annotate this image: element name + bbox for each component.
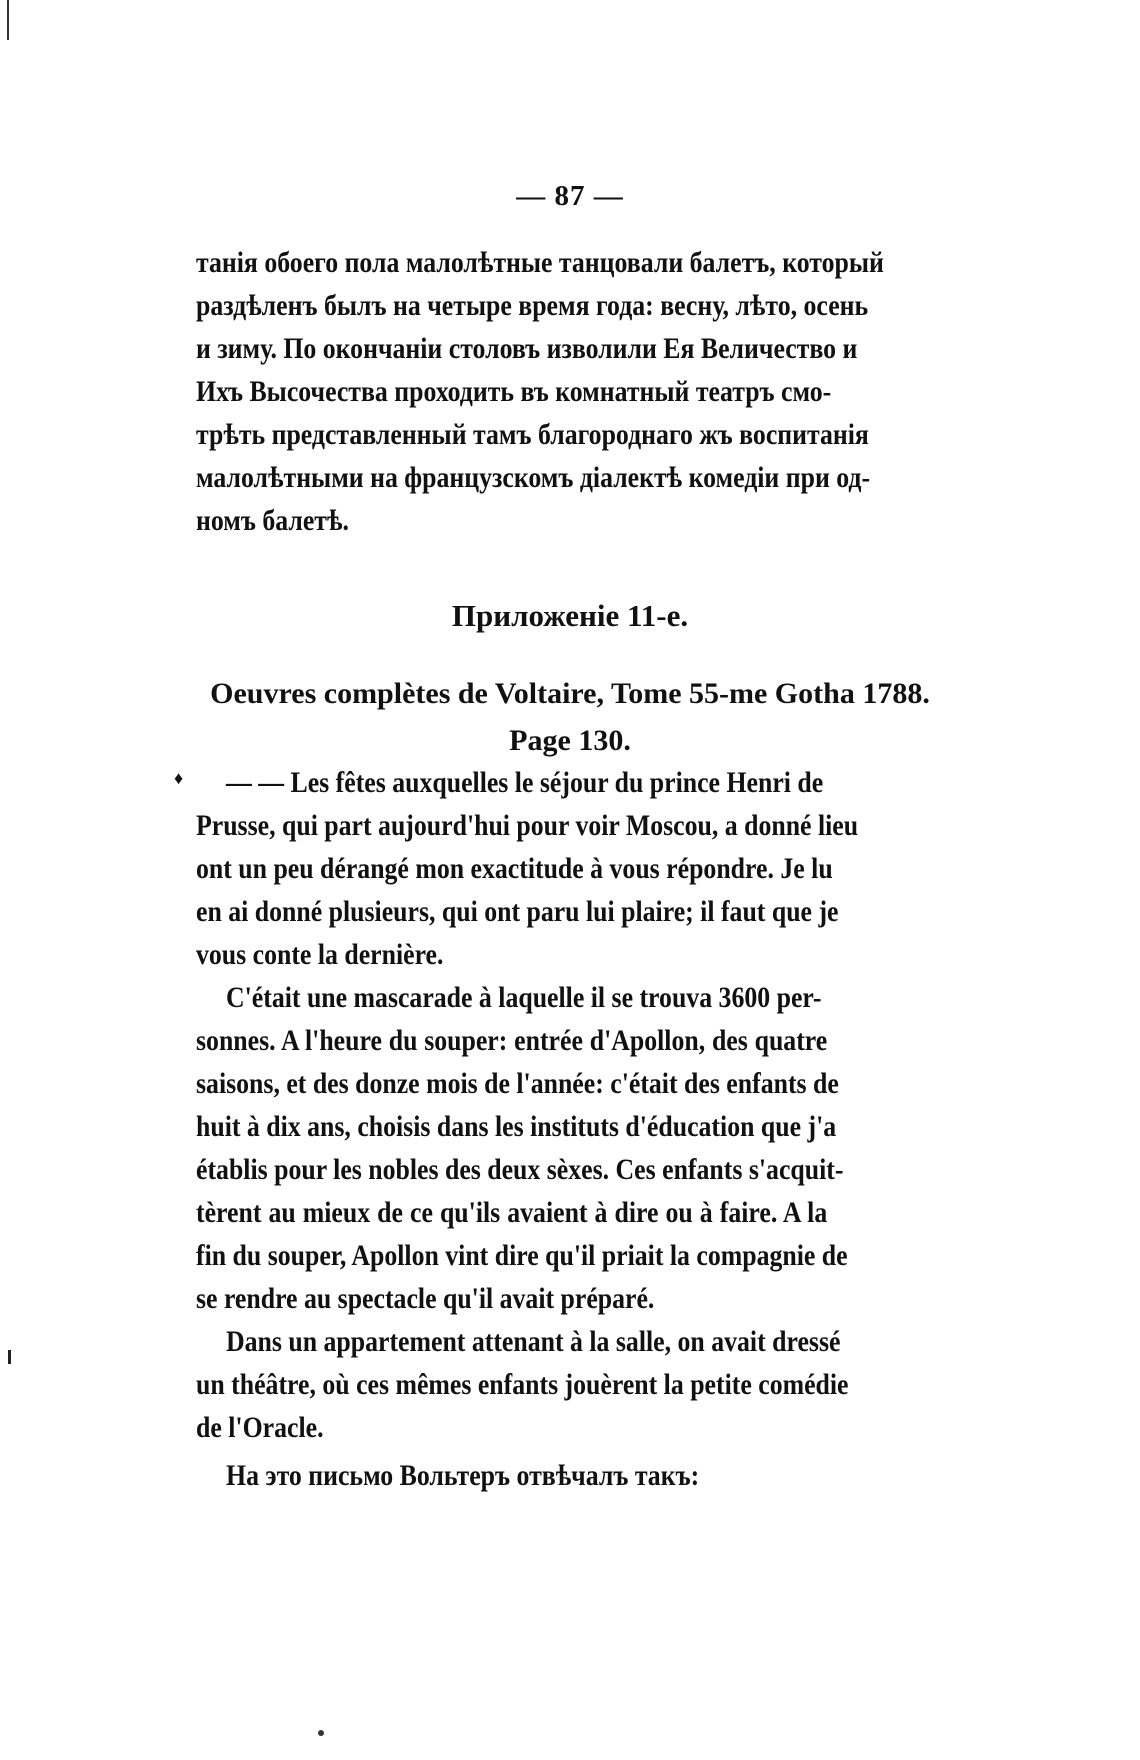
page-number: — 87 — [516,180,624,212]
text-line: saisons, et des donze mois de l'année: c'était des enfants de [196,1067,839,1100]
bullet-mark: ♦ [174,768,184,788]
closing-line: На это письмо Вольтеръ отвѣчалъ такъ: [226,1459,700,1492]
text-line: de l'Oracle. [196,1411,324,1444]
text-line: Prusse, qui part aujourd'hui pour voir Moscou, a donné lieu [196,809,859,842]
text-line: huit à dix ans, choisis dans les instituts d'éducation que j'a [196,1110,837,1143]
scan-edge-mark [7,0,9,40]
text-line: en ai donné plusieurs, qui ont paru lui plaire; il faut que je [196,895,839,928]
text-line: — — Les fêtes auxquelles le séjour du prince Henri de [226,766,824,799]
text-line: C'était une mascarade à laquelle il se trouva 3600 per- [226,981,822,1014]
text-line: номъ балетѣ. [196,504,349,537]
text-line: Dans un appartement attenant à la salle, on avait dressé [226,1325,841,1358]
text-line: établis pour les nobles des deux sèxes. Ces enfants s'acquit- [196,1153,844,1186]
text-line: малолѣтными на французскомъ діалектѣ комедіи при од- [196,461,871,494]
scan-speck [318,1730,324,1736]
text-line: Ихъ Высочества проходить въ комнатный театръ смо- [196,375,832,408]
text-line: tèrent au mieux de ce qu'ils avaient à dire ou à faire. A la [196,1196,828,1229]
text-line: un théâtre, où ces mêmes enfants jouèrent la petite comédie [196,1368,849,1401]
text-line: vous conte la dernière. [196,938,444,971]
source-page: Page 130. [509,724,631,757]
text-line: ont un peu dérangé mon exactitude à vous répondre. Je lu [196,852,833,885]
source-reference: Oeuvres complètes de Voltaire, Tome 55-me Gotha 1788. [210,677,930,710]
text-line: раздѣленъ былъ на четыре время года: весну, лѣто, осень [196,289,869,322]
text-line: fin du souper, Apollon vint dire qu'il priait la compagnie de [196,1239,848,1272]
scan-speck [8,1350,11,1364]
text-line: танія обоего пола малолѣтные танцовали балетъ, который [196,246,884,279]
text-line: и зиму. По окончаніи столовъ изволили Ея Величество и [196,332,858,365]
text-line: se rendre au spectacle qu'il avait préparé. [196,1282,655,1315]
text-line: трѣть представленный тамъ благороднаго жъ воспитанія [196,418,869,451]
appendix-heading: Приложеніе 11-е. [451,598,689,633]
text-line: sonnes. A l'heure du souper: entrée d'Apollon, des quatre [196,1024,828,1057]
